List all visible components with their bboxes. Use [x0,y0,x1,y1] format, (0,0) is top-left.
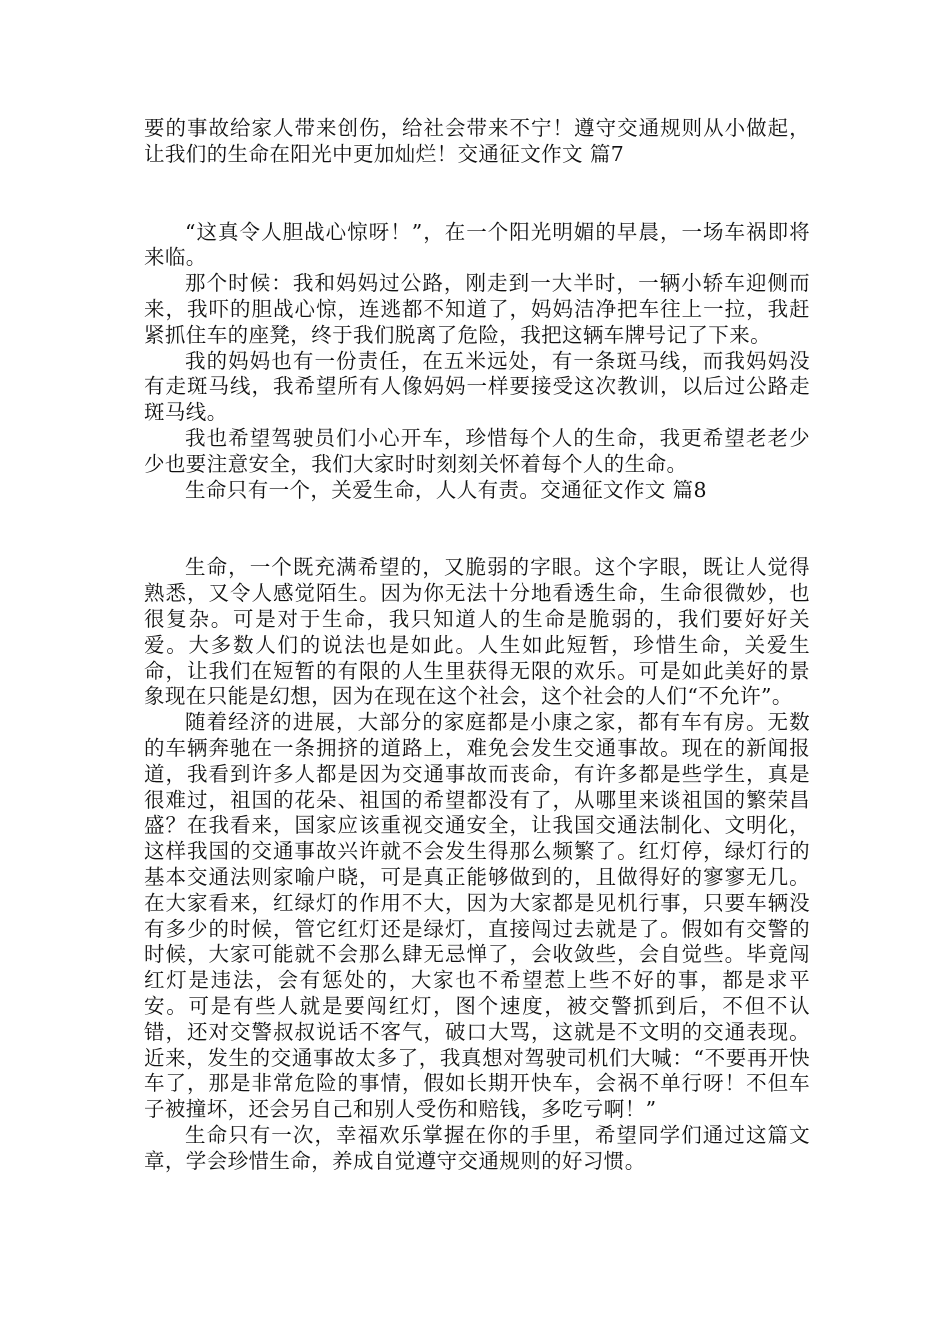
paragraph-driver-wish: 我也希望驾驶员们小心开车，珍惜每个人的生命，我更希望老老少少也要注意安全，我们大家时时刻刻关怀着每个人的生命。 [144,425,810,476]
document-body [144,116,810,1174]
section-gap [144,168,810,220]
paragraph-mother-responsibility: 我的妈妈也有一份责任，在五米远处，有一条斑马线，而我妈妈没有走斑马线，我希望所有人像妈妈一样要接受这次教训，以后过公路走斑马线。 [144,348,810,425]
paragraph-traffic-discussion: 随着经济的进展，大部分的家庭都是小康之家，都有车有房。无数的车辆奔驰在一条拥挤的道路上，难免会发生交通事故。现在的新闻报道，我看到许多人都是因为交通事故而丧命，有许多都是些学生，真是很难过，祖国的花朵、祖国的希望都没有了，从哪里来谈祖国的繁荣昌盛？在我看来，国家应该重视交通安全，让我国交通法制化、文明化，这样我国的交通事故兴许就不会发生得那么频繁了。红灯停，绿灯行的基本交通法则家喻户晓，可是真正能够做到的，且做得好的寥寥无几。在大家看来，红绿灯的作用不大，因为大家都是见机行事，只要车辆没有多少的时候，管它红灯还是绿灯，直接闯过去就是了。假如有交警的时候，大家可能就不会那么肆无忌惮了，会收敛些，会自觉些。毕竟闯红灯是违法，会有惩处的，大家也不希望惹上些不好的事，都是求平安。可是有些人就是要闯红灯，图个速度，被交警抓到后，不但不认错，还对交警叔叔说话不客气，破口大骂，这就是不文明的交通表现。近来，发生的交通事故太多了，我真想对驾驶司机们大喊：“不要再开快车了，那是非常危险的事情，假如长期开快车，会祸不单行呀！不但车子被撞坏，还会另自己和别人受伤和赔钱，多吃亏啊！” [144,710,810,1122]
paragraph-opening-quote: “这真令人胆战心惊呀！”，在一个阳光明媚的早晨，一场车祸即将来临。 [144,219,810,270]
paragraph-incident: 那个时候：我和妈妈过公路，刚走到一大半时，一辆小轿车迎侧而来，我吓的胆战心惊，连逃都不知道了，妈妈洁净把车往上一拉，我赶紧抓住车的座凳，终于我们脱离了危险，我把这辆车牌号记了下来。 [144,271,810,347]
paragraph-conclusion: 生命只有一次，幸福欢乐掌握在你的手里，希望同学们通过这篇文章，学会珍惜生命，养成自觉遵守交通规则的好习惯。 [144,1122,810,1173]
section-gap [144,503,810,555]
paragraph-life-intro: 生命，一个既充满希望的，又脆弱的字眼。这个字眼，既让人觉得熟悉，又令人感觉陌生。因为你无法十分地看透生命，生命很微妙，也很复杂。可是对于生命，我只知道人的生命是脆弱的，我们要好好关爱。大多数人们的说法也是如此。人生如此短暂，珍惜生命，关爱生命，让我们在短暂的有限的人生里获得无限的欢乐。可是如此美好的景象现在只能是幻想，因为在现在这个社会，这个社会的人们“不允许”。 [144,555,810,709]
paragraph-closing-heading: 生命只有一个，关爱生命，人人有责。交通征文作文 篇8 [185,477,707,502]
paragraph-continuation: 要的事故给家人带来创伤，给社会带来不宁！遵守交通规则从小做起，让我们的生命在阳光中更加灿烂！交通征文作文 篇7 [144,116,810,166]
